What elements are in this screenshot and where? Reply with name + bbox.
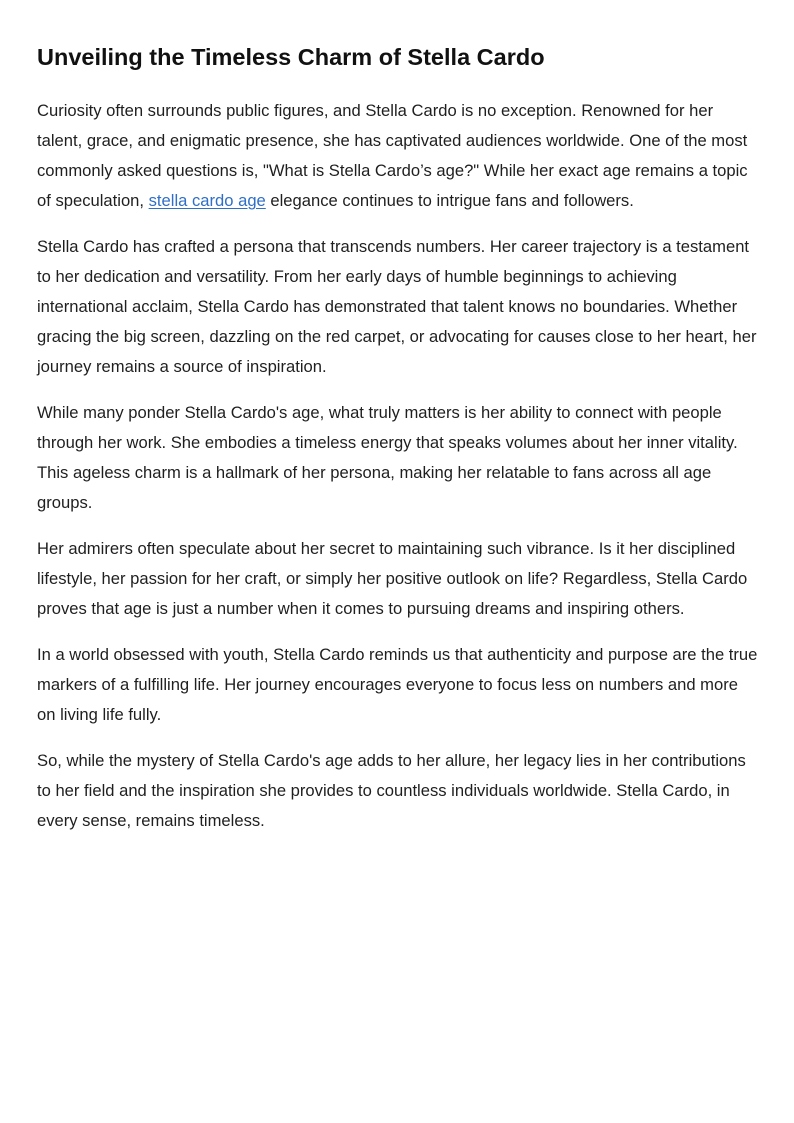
- paragraph-authenticity: In a world obsessed with youth, Stella Cardo reminds us that authenticity and purpose are the true markers of a fulfilling life. Her journey encourages everyone to focus less on numbers and more on living life fully.: [37, 645, 758, 724]
- article: [37, 40, 761, 852]
- paragraph-connection: While many ponder Stella Cardo's age, what truly matters is her ability to connect with people through her work. She embodies a timeless energy that speaks volumes about her inner vitality. This ageless charm is a hallmark of her persona, making her relatable to fans across all age groups.: [37, 403, 738, 512]
- paragraph-secret: Her admirers often speculate about her secret to maintaining such vibrance. Is it her disciplined lifestyle, her passion for her craft, or simply her positive outlook on life? Regardless, Stella Cardo proves that age is just a number when it comes to pursuing dreams and inspiring others.: [37, 539, 748, 618]
- paragraph-intro: [37, 96, 761, 216]
- article-title: Unveiling the Timeless Charm of Stella Cardo: [37, 44, 545, 70]
- paragraph-intro-text-before: Curiosity often surrounds public figures, and Stella Cardo is no exception. Renowned for her talent, grace, and enigmatic presence, she has captivated audiences worldwide. One of the most commonly asked questions is, "What is Stella Cardo’s age?" While her exact age remains a topic of speculation,: [37, 101, 748, 210]
- paragraph-intro-text-after: elegance continues to intrigue fans and followers.: [265, 191, 634, 210]
- stella-cardo-age-link[interactable]: stella cardo age: [148, 191, 266, 210]
- paragraph-career: Stella Cardo has crafted a persona that transcends numbers. Her career trajectory is a testament to her dedication and versatility. From her early days of humble beginnings to achieving international acclaim, Stella Cardo has demonstrated that talent knows no boundaries. Whether gracing the big screen, dazzling on the red carpet, or advocating for causes close to her heart, her journey remains a source of inspiration.: [37, 237, 757, 376]
- paragraph-legacy: So, while the mystery of Stella Cardo's age adds to her allure, her legacy lies in her contributions to her field and the inspiration she provides to countless individuals worldwide. Stella Cardo, in every sense, remains timeless.: [37, 751, 746, 830]
